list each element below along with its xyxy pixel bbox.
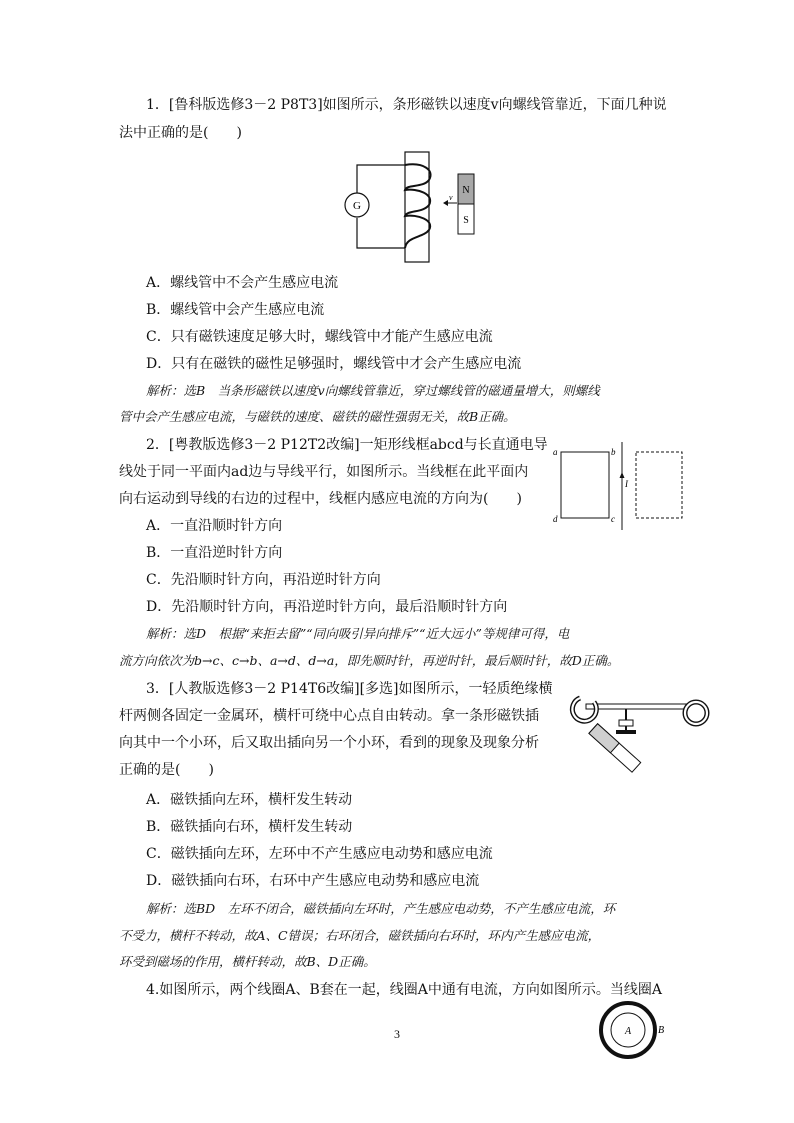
q3-option-d: D．磁铁插向右环，右环中产生感应电动势和感应电流 <box>146 873 480 889</box>
q2-stem-line1: 2．[粤教版选修3－2 P12T2改编]一矩形线框abcd与长直通电导 <box>146 437 548 453</box>
velocity-label: v <box>449 193 453 202</box>
q1-explanation-line2: 管中会产生感应电流，与磁铁的速度、磁铁的磁性强弱无关，故B正确。 <box>119 409 516 424</box>
q1-solenoid-figure <box>335 150 485 265</box>
crossbar <box>586 704 686 709</box>
q3-explanation-line1: 解析：选BD 左环不闭合，磁铁插向左环时，产生感应电动势，不产生感应电流，环 <box>146 901 616 916</box>
q3-stem-line3: 向其中一个小环，后又取出插向另一个小环，看到的现象及现象分析 <box>119 735 539 751</box>
q1-option-b: B．螺线管中会产生感应电流 <box>146 302 325 318</box>
q2-loop-figure <box>545 440 690 530</box>
corner-b: b <box>611 447 616 457</box>
q2-explanation-line2: 流方向依次为b→c、c→b、a→d、d→a，即先顺时针，再逆时针，最后顺时针，故D正确。 <box>119 653 620 668</box>
q2-stem-line3: 向右运动到导线的右边的过程中，线框内感应电流的方向为( ) <box>119 491 522 507</box>
q2-stem-line2: 线处于同一平面内ad边与导线平行，如图所示。当线框在此平面内 <box>119 464 529 480</box>
galvanometer-label: G <box>353 200 361 212</box>
q3-explanation-line2: 不受力，横杆不转动，故A、C错误；右环闭合，磁铁插向右环时，环内产生感应电流， <box>119 928 601 943</box>
south-label: S <box>463 215 469 226</box>
q1-explanation-line1: 解析：选B 当条形磁铁以速度v向螺线管靠近，穿过螺线管的磁通量增大，则螺线 <box>146 383 600 398</box>
q3-stem-line2: 杆两侧各固定一金属环，横杆可绕中心点自由转动。拿一条形磁铁插 <box>119 708 539 724</box>
q1-option-c: C．只有磁铁速度足够大时，螺线管中才能产生感应电流 <box>146 329 493 345</box>
q1-stem-line2: 法中正确的是( ) <box>119 125 242 141</box>
corner-d: d <box>553 514 558 524</box>
q3-explanation-line3: 环受到磁场的作用，横杆转动，故B、D正确。 <box>119 954 376 969</box>
corner-c: c <box>611 514 615 524</box>
q2-option-b: B．一直沿逆时针方向 <box>146 545 283 561</box>
q2-option-c: C．先沿顺时针方向，再沿逆时针方向 <box>146 572 381 588</box>
page-number: 3 <box>394 1027 400 1041</box>
q1-stem-line1: 1．[鲁科版选修3－2 P8T3]如图所示，条形磁铁以速度v向螺线管靠近，下面几种说 <box>146 97 667 113</box>
current-arrow-icon <box>620 472 625 478</box>
q2-option-a: A．一直沿顺时针方向 <box>146 518 283 534</box>
q4-coils-figure <box>598 1000 668 1064</box>
coil-b-label: B <box>658 1025 665 1036</box>
loop-final-position <box>636 452 682 518</box>
q3-rings-figure <box>558 692 728 792</box>
q1-option-d: D．只有在磁铁的磁性足够强时，螺线管中才会产生感应电流 <box>146 356 522 372</box>
q2-option-d: D．先沿顺时针方向，再沿逆时针方向，最后沿顺时针方向 <box>146 599 508 615</box>
q3-option-c: C．磁铁插向左环，左环中不产生感应电动势和感应电流 <box>146 846 493 862</box>
q3-stem-line1: 3．[人教版选修3－2 P14T6改编][多选]如图所示，一轻质绝缘横 <box>146 681 553 697</box>
loop-abcd <box>561 452 609 518</box>
north-label: N <box>462 185 470 196</box>
q2-explanation-line1: 解析：选D 根据“来拒去留”“同向吸引异向排斥”“近大远小”等规律可得，电 <box>146 626 570 641</box>
q3-option-b: B．磁铁插向右环，横杆发生转动 <box>146 819 353 835</box>
q1-option-a: A．螺线管中不会产生感应电流 <box>146 275 339 291</box>
current-label: I <box>625 479 628 489</box>
q3-stem-line4: 正确的是( ) <box>119 762 214 778</box>
corner-a: a <box>553 447 558 457</box>
coil-a-label: A <box>624 1026 632 1037</box>
q3-option-a: A．磁铁插向左环，横杆发生转动 <box>146 792 353 808</box>
q4-stem-line1: 4.如图所示，两个线圈A、B套在一起，线圈A中通有电流，方向如图所示。当线圈A <box>146 982 662 998</box>
